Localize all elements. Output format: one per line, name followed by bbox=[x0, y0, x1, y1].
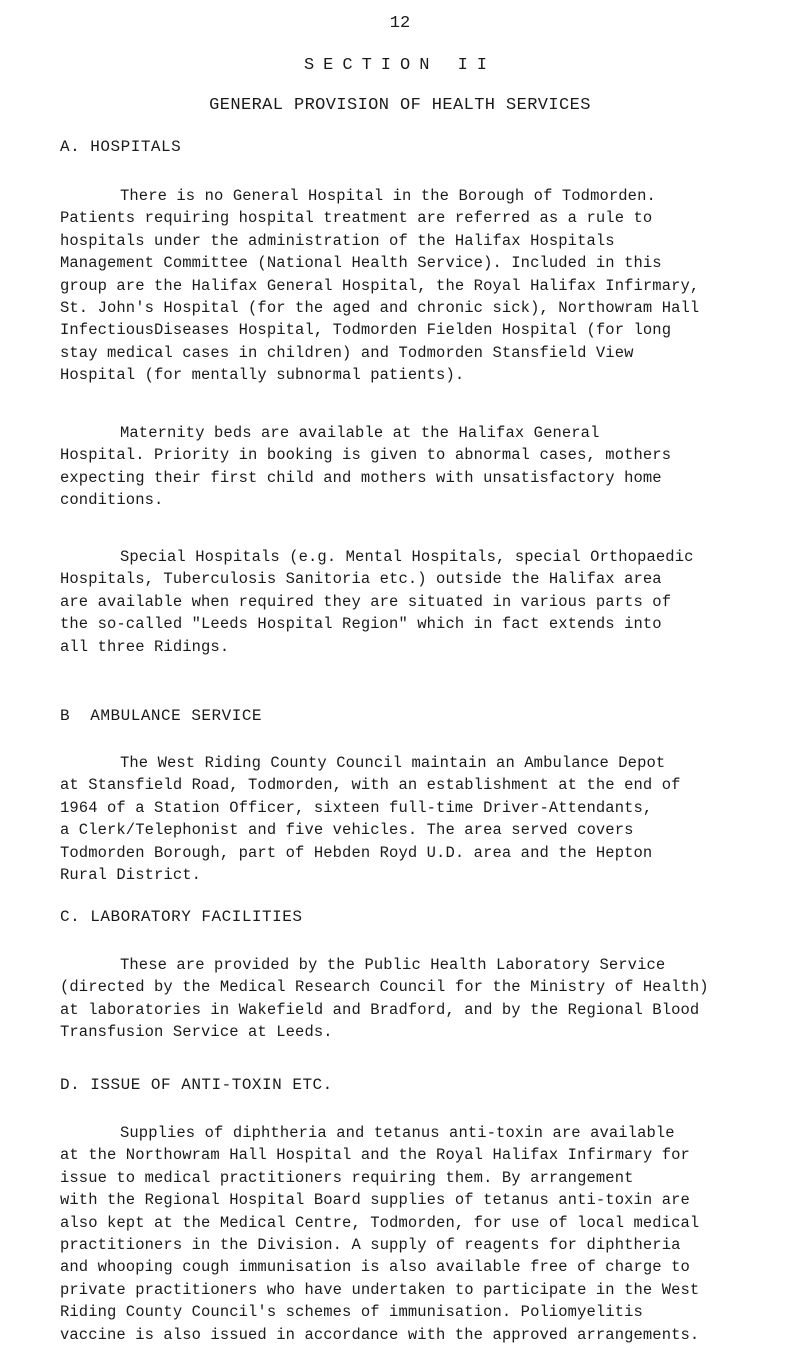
heading-hospitals: A. HOSPITALS bbox=[60, 138, 182, 156]
text-line: stay medical cases in children) and Todmorden Stansfield View bbox=[60, 343, 634, 362]
text-line: at laboratories in Wakefield and Bradford, and by the Regional Blood bbox=[60, 1000, 700, 1019]
text-line: and whooping cough immunisation is also available free of charge to bbox=[60, 1258, 690, 1277]
text-line: Patients requiring hospital treatment are referred as a rule to bbox=[60, 209, 653, 228]
text-line: (directed by the Medical Research Council for the Ministry of Health) bbox=[60, 978, 709, 997]
text-line: all three Ridings. bbox=[60, 637, 230, 656]
section-title: SECTION II bbox=[303, 56, 497, 75]
text-line: Management Committee (National Health Service). Included in this bbox=[60, 254, 662, 273]
text-line: vaccine is also issued in accordance with the approved arrangements. bbox=[60, 1325, 700, 1344]
text-line: with the Regional Hospital Board supplies of tetanus anti-toxin are bbox=[60, 1191, 690, 1210]
paragraph-hospitals-1 bbox=[60, 185, 760, 387]
text-line: Special Hospitals (e.g. Mental Hospitals, special Orthopaedic bbox=[120, 548, 694, 566]
text-line: 1964 of a Station Officer, sixteen full-time Driver-Attendants, bbox=[60, 798, 653, 817]
text-line: conditions. bbox=[60, 491, 164, 510]
text-line: Maternity beds are available at the Halifax General bbox=[120, 424, 600, 442]
text-line: the so-called "Leeds Hospital Region" which in fact extends into bbox=[60, 615, 662, 634]
text-line: are available when required they are situated in various parts of bbox=[60, 592, 672, 611]
paragraph-ambulance bbox=[60, 752, 760, 886]
paragraph-laboratory bbox=[60, 954, 760, 1044]
heading-ambulance: B AMBULANCE SERVICE bbox=[60, 707, 263, 725]
page-number: 12 bbox=[389, 14, 411, 33]
text-line: Rural District. bbox=[60, 866, 202, 885]
text-line: private practitioners who have undertaken to participate in the West bbox=[60, 1280, 700, 1299]
text-line: Transfusion Service at Leeds. bbox=[60, 1023, 333, 1042]
text-line: a Clerk/Telephonist and five vehicles. The area served covers bbox=[60, 821, 634, 840]
text-line: also kept at the Medical Centre, Todmorden, for use of local medical bbox=[60, 1213, 700, 1232]
text-line: Todmorden Borough, part of Hebden Royd U.D. area and the Hepton bbox=[60, 843, 653, 862]
text-line: There is no General Hospital in the Borough of Todmorden. bbox=[120, 187, 656, 205]
paragraph-hospitals-3 bbox=[60, 546, 760, 658]
paragraph-anti-toxin bbox=[60, 1122, 760, 1346]
text-line: Riding County Council's schemes of immunisation. Poliomyelitis bbox=[60, 1303, 643, 1322]
text-line: hospitals under the administration of the Halifax Hospitals bbox=[60, 231, 615, 250]
text-line: Hospitals, Tuberculosis Sanitoria etc.) outside the Halifax area bbox=[60, 570, 662, 589]
text-line: Supplies of diphtheria and tetanus anti-toxin are available bbox=[120, 1124, 675, 1142]
section-subtitle: GENERAL PROVISION OF HEALTH SERVICES bbox=[209, 96, 591, 115]
text-line: practitioners in the Division. A supply of reagents for diphtheria bbox=[60, 1236, 681, 1255]
text-line: at the Northowram Hall Hospital and the Royal Halifax Infirmary for bbox=[60, 1146, 690, 1165]
text-line: at Stansfield Road, Todmorden, with an establishment at the end of bbox=[60, 776, 681, 795]
heading-anti-toxin: D. ISSUE OF ANTI-TOXIN ETC. bbox=[60, 1076, 333, 1094]
text-line: Hospital. Priority in booking is given to abnormal cases, mothers bbox=[60, 446, 672, 465]
text-line: Hospital (for mentally subnormal patients). bbox=[60, 366, 465, 385]
text-line: These are provided by the Public Health Laboratory Service bbox=[120, 956, 666, 974]
text-line: St. John's Hospital (for the aged and chronic sick), Northowram Hall bbox=[60, 299, 700, 318]
heading-laboratory: C. LABORATORY FACILITIES bbox=[60, 908, 303, 926]
text-line: InfectiousDiseases Hospital, Todmorden Fielden Hospital (for long bbox=[60, 321, 672, 340]
text-line: issue to medical practitioners requiring them. By arrangement bbox=[60, 1168, 634, 1187]
paragraph-hospitals-2 bbox=[60, 422, 760, 512]
text-line: group are the Halifax General Hospital, the Royal Halifax Infirmary, bbox=[60, 276, 700, 295]
text-line: expecting their first child and mothers with unsatisfactory home bbox=[60, 468, 662, 487]
text-line: The West Riding County Council maintain an Ambulance Depot bbox=[120, 754, 666, 772]
